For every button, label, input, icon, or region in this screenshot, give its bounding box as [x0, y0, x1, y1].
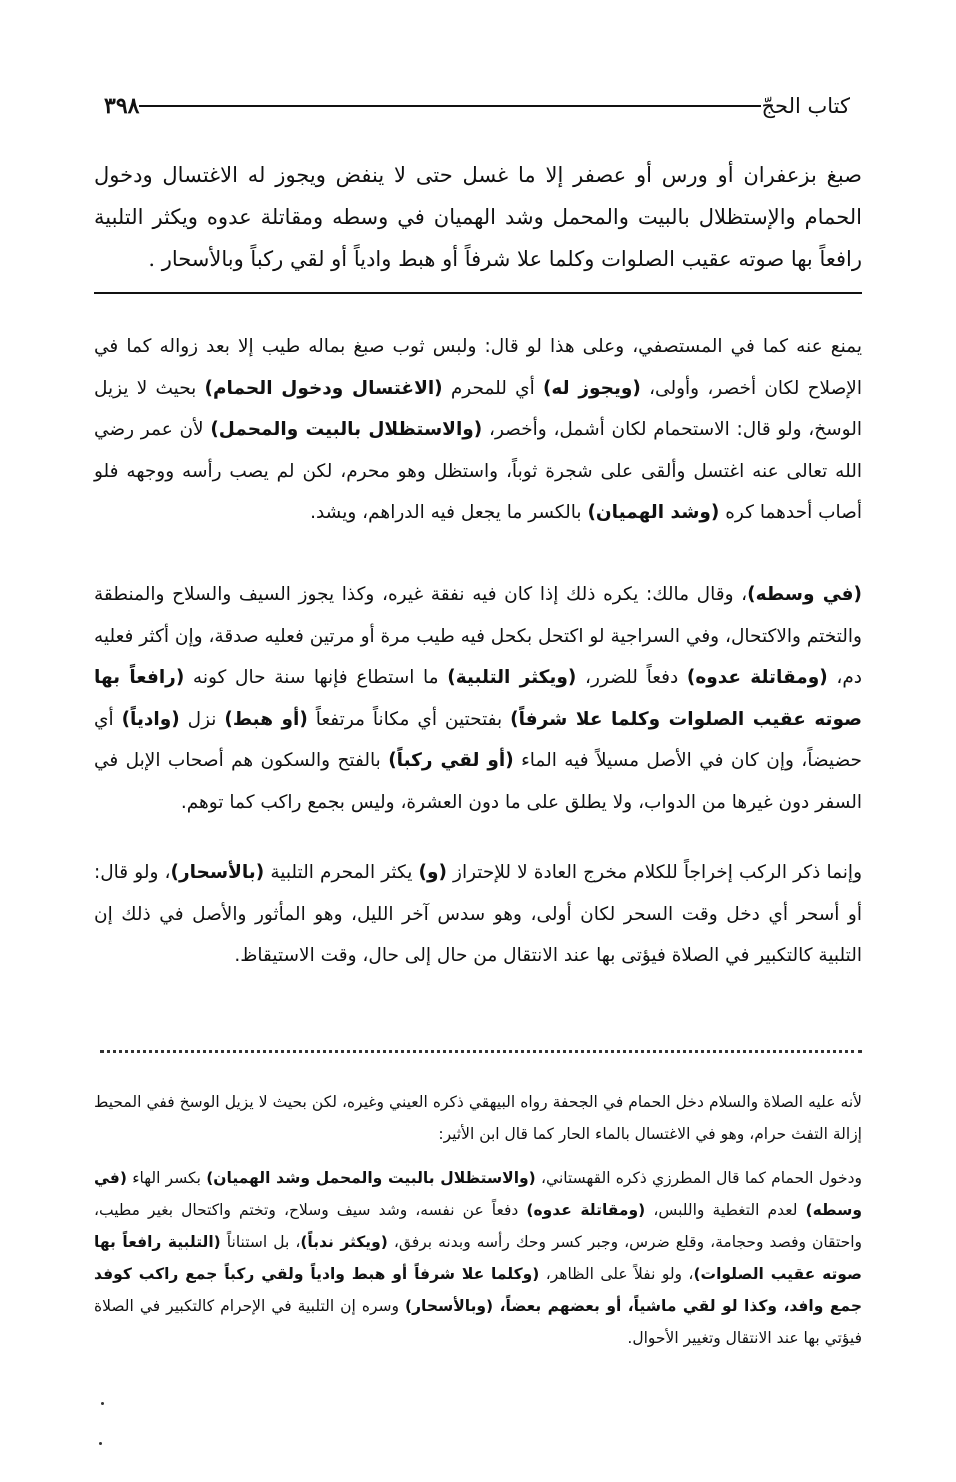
book-title: كتاب الحجّ — [761, 94, 850, 118]
matn-separator — [94, 292, 862, 294]
matn-quote: (والاستظلال بالبيت والمحمل) — [210, 419, 483, 440]
text-run: دفعاً عن نفسه، وشد سيف وسلاح، وتختم واكتحال بغير مطيب، واحتقان وفصد وحجامة، وقلع ضرس، وجبر كسر وحك رأسه وبدنه برفق، — [94, 1201, 863, 1251]
hashiya-paragraph-1: لأنه عليه الصلاة والسلام دخل الحمام في الجحفة رواه البيهقي ذكره العيني وغيره، لكن بحيث لا يزيل الوسخ ففي المحيط إزالة التفث حرام، وهو في الاغتسال بالماء الحار كما قال ابن الأثير: — [94, 1093, 862, 1143]
text-run: لعدم التغطية واللبس، — [645, 1201, 806, 1219]
text-run: أي حضيضاً، وإن كان في الأصل مسيلاً فيه الماء — [94, 708, 862, 771]
matn-quote: (وادياً) — [121, 708, 180, 730]
text-run: بكسر الهاء — [126, 1169, 207, 1187]
text-run: بفتحتين أي مكاناً مرتفعاً — [307, 708, 511, 730]
text-run: ، وقال مالك: يكره ذلك إذا كان فيه نفقة غيره، وكذا يجوز السيف والسلاح والمنطقة والتختم والاكتحال، وفي السراجية لو اكتحل بكحل فيه طيب مرة أو مرتين فعليه صدقة، وإن أكثر فعليه دم، — [94, 584, 863, 688]
scan-speck — [99, 1442, 102, 1445]
text-run: بالفتح والسكون هم أصحاب الإبل في السفر دون غيرها من الدواب، ولا يطلق على ما دون العشرة، وليس بجمع راكب كما توهم. — [94, 750, 862, 813]
matn-quote: (أو هبط) — [224, 708, 308, 730]
text-run: وسره إن التلبية في الإحرام كالتكبير في الصلاة فيؤتي بها عند الانتقال وتغيير الأحوال. — [94, 1297, 862, 1347]
matn-quote: (أو لقي ركباً) — [388, 750, 514, 771]
text-run: يمنع عنه كما في المستصفي، وعلى هذا لو قال: ولبس ثوب صبغ بماله طيب إلا بعد زواله كما في الإصلاح لكان أخصر، وأولى، — [94, 336, 862, 399]
matn-quote: (وكلما علا شرفاً أو هبط وادياً ولقي ركباً جمع راكب كوفد جمع وافد، وكذا لو لقي ماشياً، أو بعضهم بعضاً، (وبالأسحار) — [94, 1265, 862, 1315]
matn-quote: (ومقاتلة عدوه) — [526, 1201, 646, 1219]
text-run: دفعاً للضرر، — [576, 667, 687, 688]
page-number: ٣٩٨ — [104, 93, 140, 119]
matn-quote: (و) — [418, 862, 447, 883]
text-run: نزل — [179, 708, 225, 730]
matn-quote: (ويجوز له) — [542, 377, 641, 399]
hashiya-paragraph-2 — [94, 1162, 862, 1354]
text-run: ودخول الحمام كما قال المطرزي ذكره القهستاني، — [535, 1169, 862, 1187]
text-run: ، ولو قال: أو أسحر أي دخل وقت السحر لكان أولى، وهو سدس آخر الليل، وهو المأثور والأصل في ذلك إن التلبية كالتكبير في الصلاة فيؤتى بها عند الانتقال من حال إلى حال، وقت الاستيقاظ. — [94, 862, 862, 966]
header-rule — [139, 105, 761, 107]
text-run: ، بل استناناً — [220, 1233, 301, 1251]
running-header — [94, 86, 860, 126]
matn-text: صبغ بزعفران أو ورس أو عصفر إلا ما غسل حتى لا ينفض ويجوز له الاغتسال ودخول الحمام والإستظلال بالبيت والمحمل وشد الهميان في وسطه ومقاتلة عدوه ويكثر التلبية رافعاً بها صوته عقيب الصلوات وكلما علا شرفاً أو هبط وادياً أو لقي ركباً وبالأسحار . — [94, 163, 862, 271]
text-run: وإنما ذكر الركب إخراجاً للكلام مخرج العادة لا للإحتراز — [446, 862, 863, 883]
text-run: بحيث لا يزيل الوسخ، ولو قال: الاستحمام لكان أشمل، وأخصر، — [94, 377, 862, 440]
matn-quote: (التلبية رافعاً بها صوته عقيب الصلوات) — [94, 1233, 862, 1283]
text-run: بالكسر ما يجعل فيه الدراهم، ويشد. — [310, 502, 588, 523]
text-run: لأن عمر رضي الله تعالى عنه اغتسل وألقى على شجرة ثوباً، واستظل وهو محرم، لكن لم يصب رأسه ووجهه فلو أصاب أحدهما كره — [94, 419, 862, 523]
text-run: أي للمحرم — [442, 377, 543, 399]
matn-quote: (والاستظلال بالبيت والمحمل وشد الهميان) — [206, 1169, 536, 1187]
sharh-paragraph-2 — [94, 574, 862, 823]
matn-quote: (ومقاتلة عدوه) — [686, 667, 828, 688]
dotted-separator — [100, 1050, 862, 1053]
matn-quote: (في وسطه) — [747, 584, 862, 605]
text-run: يكثر المحرم التلبية — [264, 862, 419, 883]
sharh-paragraph-1 — [94, 326, 862, 534]
matn-quote: (بالأسحار) — [170, 862, 265, 883]
matn-quote: (ويكثر ندباً) — [300, 1233, 388, 1251]
text-run: ما استطاع فإنها سنة حال كونه — [184, 667, 448, 688]
matn-quote: (ويكثر التلبية) — [447, 667, 577, 688]
matn-quote: (رافعاً بها صوته عقيب الصلوات وكلما علا شرفاً) — [94, 667, 862, 730]
matn-quote: (الاغتسال ودخول الحمام) — [204, 377, 443, 399]
matn-quote: (في وسطه) — [94, 1169, 862, 1219]
text-run: ، ولو نفلاً على الظاهر، — [539, 1265, 694, 1283]
sharh-paragraph-3 — [94, 852, 862, 977]
scan-speck — [101, 1402, 104, 1405]
matn-quote: (وشد الهميان) — [587, 502, 720, 523]
